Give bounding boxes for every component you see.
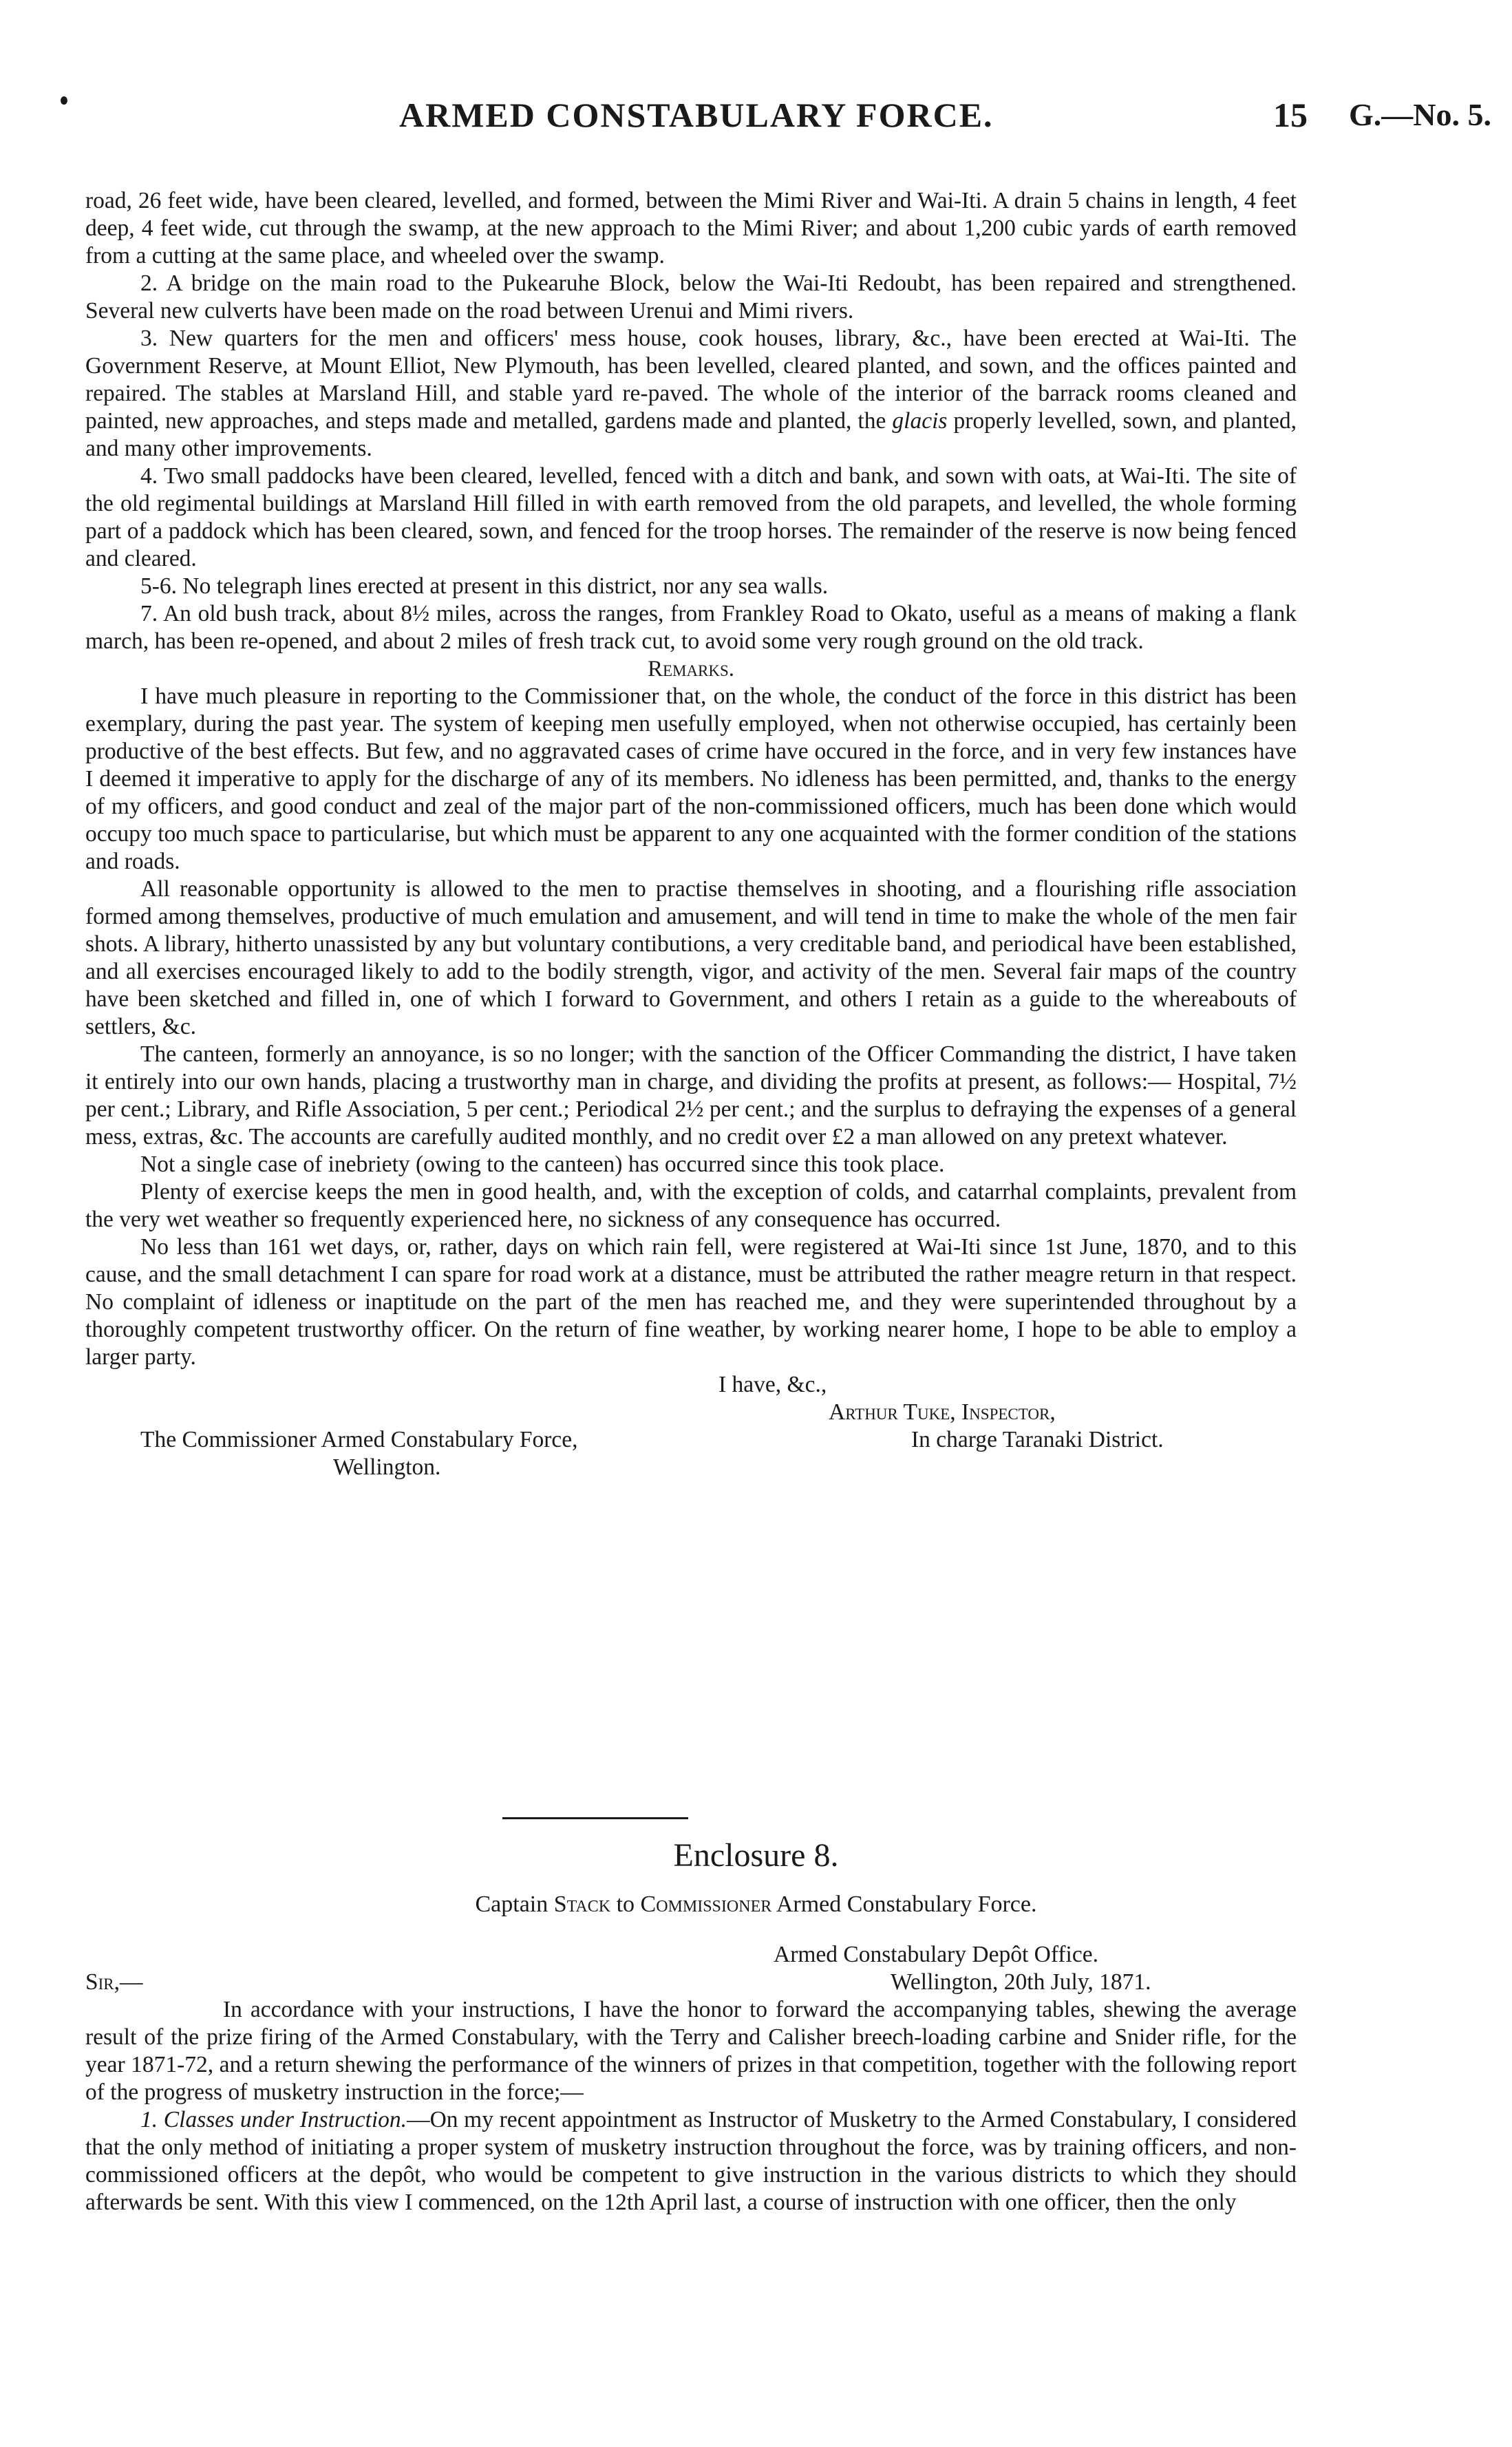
subtitle-mid: to [616,1892,635,1917]
addressee-title: The Commissioner Armed Constabulary Force, [140,1427,578,1452]
enclosure-letter [85,1941,1297,2216]
item-1-text: —On my recent appointment as Instructor of Musketry to the Armed Constabulary, I considered that the only method of initiating a proper system of musketry instruction throughout the force, was by training officers, and non-commissioned officers at the depôt, who would be competent to give instruction in the various districts to which they should afterwards be sent. With this view I commenced, on the 12th April last, a course of instruction with one officer, then the only [85,2107,1297,2215]
paragraph-item-4: 4. Two small paddocks have been cleared, levelled, fenced with a ditch and bank, and sown with oats, at Wai-Iti. The site of the old regimental buildings at Marsland Hill filled in with earth removed from the old parapets, and levelled, the whole forming part of a paddock which has been cleared, sown, and fenced for the troop horses. The remainder of the reserve is now being fenced and cleared. [85,463,1297,571]
paragraph-item-3: 3. New quarters for the men and officers' mess house, cook houses, library, &c., have been erected at Wai-Iti. The Government Reserve, at Mount Elliot, New Plymouth, has been levelled, cleared planted, and sown, and the offices painted and repaired. The stables at Marsland Hill, and stable yard re-paved. The whole of the interior of the barrack rooms cleaned and painted, new approaches, and steps made and metalled, gardens made and planted, the glacis properly levelled, sown, and planted, and many other improvements. [85,326,1297,461]
running-title: ARMED CONSTABULARY FORCE. [399,96,994,134]
addressee-location: Wellington. [333,1454,441,1480]
item-1-label: 1. Classes under Instruction. [140,2107,407,2132]
paragraph-item-5-6: 5-6. No telegraph lines erected at present in this district, nor any sea walls. [140,573,829,599]
remarks-paragraph-inebriety: Not a single case of inebriety (owing to the canteen) has occurred since this took place. [140,1152,945,1177]
signer-role: In charge Taranaki District. [911,1427,1164,1452]
salutation: Sir,— [85,1969,143,1995]
remarks-paragraph-conduct: I have much pleasure in reporting to the Commissioner that, on the whole, the conduct of the force in this district has been exemplary, during the past year. The system of keeping men usefully employed, when not otherwise occupied, has certainly been productive of the best effects. But few, and no aggravated cases of crime have occured in the force, and in very few instances have I deemed it imperative to apply for the discharge of any of its members. No idleness has been permitted, and, thanks to the energy of my officers, and good conduct and zeal of the major part of the non-commissioned officers, much has been done which would occupy too much space to particularise, but which must be apparent to any one acquainted with the former condition of the stations and roads. [85,684,1297,874]
enclosure-title: Enclosure 8. [673,1837,839,1874]
enclosure-item-1 [85,2106,1297,2216]
subtitle-name: Stack [553,1892,611,1917]
remarks-paragraph-weather: No less than 161 wet days, or, rather, days on which rain fell, were registered at Wai-Iti since 1st June, 1870, and to this cause, and the small detachment I can spare for road work at a distance, must be attributed the rather meagre return in that respect. No complaint of idleness or inaptitude on the part of the men has reached me, and they were superintended throughout by a thoroughly competent trustworthy officer. On the return of fine weather, by working nearer home, I hope to be able to employ a larger party. [85,1234,1297,1370]
enclosure-intro-paragraph: In accordance with your instructions, I have the honor to forward the accompanying tables, shewing the average result of the prize firing of the Armed Constabulary, with the Terry and Calisher breech-loading carbine and Snider rifle, for the year 1871-72, and a return shewing the performance of the winners of prizes in that competition, together with the following report of the progress of musketry instruction in the force;— [85,1997,1297,2105]
running-header [0,95,1512,143]
document-reference: G.—No. 5. [1349,97,1491,132]
remarks-heading: Remarks. [647,657,735,681]
section-divider [502,1817,688,1819]
subtitle-pre: Captain [475,1892,549,1917]
signature-line-2 [85,1426,1297,1454]
subtitle-post: Armed Constabulary Force. [776,1892,1037,1917]
signature-line-3 [85,1454,1297,1481]
remarks-paragraph-canteen: The canteen, formerly an annoyance, is so no longer; with the sanction of the Officer Commanding the district, I have taken it entirely into our own hands, placing a trustworthy man in charge, and dividing the profits at present, as follows:— Hospital, 7½ per cent.; Library, and Rifle Association, 5 per cent.; Periodical 2½ per cent.; and the surplus to defraying the expenses of a general mess, extras, &c. The accounts are carefully audited monthly, and no credit over £2 a man allowed on any pretext whatever. [85,1041,1297,1150]
remarks-paragraph-shooting: All reasonable opportunity is allowed to the men to practise themselves in shooting, and a flourishing rifle association formed among themselves, productive of much emulation and amusement, and will tend in time to make the whole of the men fair shots. A library, hitherto unassisted by any but voluntary contibutions, a very creditable band, and periodical have been established, and all exercises encouraged likely to add to the bodily strength, vigor, and activity of the men. Several fair maps of the country have been sketched and filled in, one of which I forward to Government, and others I retain as a guide to the whereabouts of settlers, &c. [85,876,1297,1039]
page-number: 15 [1273,96,1308,134]
paragraph-item-7: 7. An old bush track, about 8½ miles, across the ranges, from Frankley Road to Okato, useful as a means of making a flank march, has been re-opened, and about 2 miles of fresh track cut, to avoid some very rough ground on the old track. [85,601,1297,654]
signature-line-1 [85,1399,1297,1426]
signer-name: Arthur Tuke, Inspector, [829,1399,1056,1425]
letter-date: Wellington, 20th July, 1871. [891,1969,1151,1995]
paragraph-item-2: 2. A bridge on the main road to the Pukearuhe Block, below the Wai-Iti Redoubt, has been repaired and strengthened. Several new culverts have been made on the road between Urenui and Mimi rivers. [85,271,1297,324]
enclosure-subtitle [0,1892,1512,1918]
office-line [85,1941,1297,1969]
remarks-paragraph-health: Plenty of exercise keeps the men in good health, and, with the exception of colds, and catarrhal complaints, prevalent from the very wet weather so frequently experienced here, no sickness of any consequence has occurred. [85,1179,1297,1232]
salutation-date-line [85,1969,1297,1996]
closing-line [85,1371,1297,1399]
subtitle-role: Commissioner [640,1892,772,1917]
office-address: Armed Constabulary Depôt Office. [774,1942,1098,1967]
paragraph-continuation: road, 26 feet wide, have been cleared, levelled, and formed, between the Mimi River and Wai-Iti. A drain 5 chains in length, 4 feet deep, 4 feet wide, cut through the swamp, at the new approach to the Mimi River; and about 1,200 cubic yards of earth removed from a cutting at the same place, and wheeled over the swamp. [85,188,1297,268]
section-works-report [85,187,1297,1481]
closing-phrase: I have, &c., [718,1372,827,1397]
